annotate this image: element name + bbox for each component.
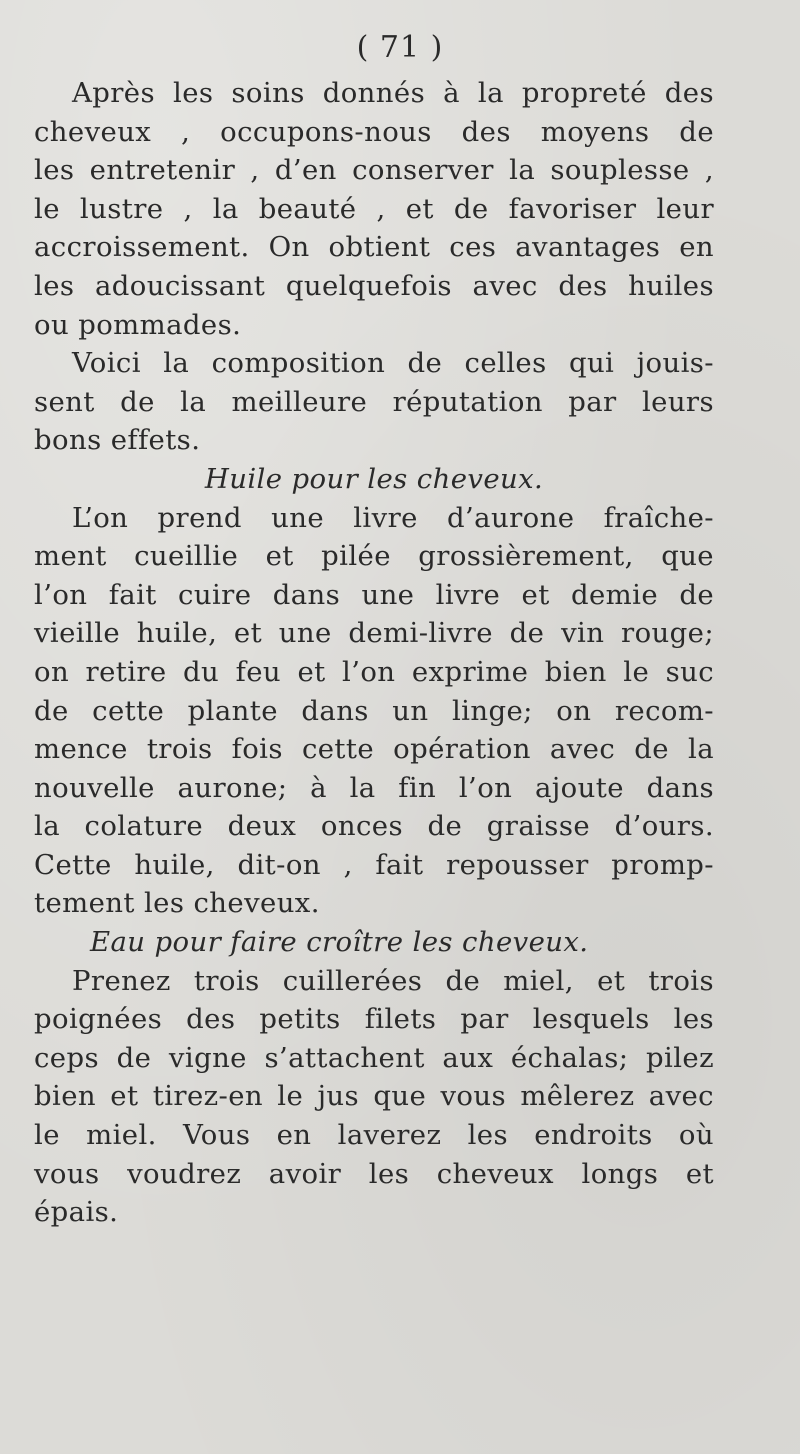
text-line: les entretenir , d’en conserver la souplesse ,	[34, 154, 714, 187]
text-line: on retire du feu et l’on exprime bien le suc	[34, 655, 714, 688]
text-line: Huile pour les cheveux.	[204, 462, 544, 495]
text-line: ment cueillie et pilée grossièrement, que	[34, 540, 714, 573]
text-line: L’on prend une livre d’aurone fraîche-	[72, 501, 714, 534]
text-line: Prenez trois cuillerées de miel, et trois	[72, 964, 714, 997]
text-line: Eau pour faire croître les cheveux.	[90, 926, 589, 959]
text-line: sent de la meilleure réputation par leurs	[34, 385, 714, 418]
text-line: poignées des petits filets par lesquels les	[34, 1003, 714, 1036]
text-line: Après les soins donnés à la propreté des	[72, 77, 714, 109]
text-line: ceps de vigne s’attachent aux échalas; pilez	[34, 1041, 714, 1074]
text-line: le miel. Vous en laverez les endroits où	[34, 1119, 714, 1152]
text-line: tement les cheveux.	[34, 887, 320, 920]
text-line: de cette plante dans un linge; on recom-	[34, 694, 714, 727]
text-line: bons effets.	[34, 424, 201, 457]
text-line: les adoucissant quelquefois avec des huiles	[34, 269, 714, 302]
text-line: le lustre , la beauté , et de favoriser leur	[34, 192, 714, 225]
text-line: vieille huile, et une demi-livre de vin rouge;	[34, 617, 714, 650]
text-line: mence trois fois cette opération avec de la	[34, 733, 714, 766]
text-line: nouvelle aurone; à la fin l’on ajoute dans	[34, 771, 714, 804]
text-line: vous voudrez avoir les cheveux longs et	[34, 1157, 714, 1190]
text-line: ou pommades.	[34, 308, 242, 341]
page-number: ( 71 )	[356, 30, 444, 65]
text-line: accroissement. On obtient ces avantages en	[34, 231, 714, 264]
body-text	[34, 74, 714, 1232]
text-line: bien et tirez-en le jus que vous mêlerez avec	[34, 1080, 714, 1113]
text-line: Cette huile, dit-on , fait repousser promp-	[34, 848, 714, 881]
text-line: la colature deux onces de graisse d’ours.	[34, 810, 714, 843]
text-line: Voici la composition de celles qui jouis-	[72, 347, 714, 380]
text-line: l’on fait cuire dans une livre et demie de	[34, 578, 714, 611]
text-line: épais.	[34, 1196, 119, 1229]
text-line: cheveux , occupons-nous des moyens de	[34, 115, 714, 148]
